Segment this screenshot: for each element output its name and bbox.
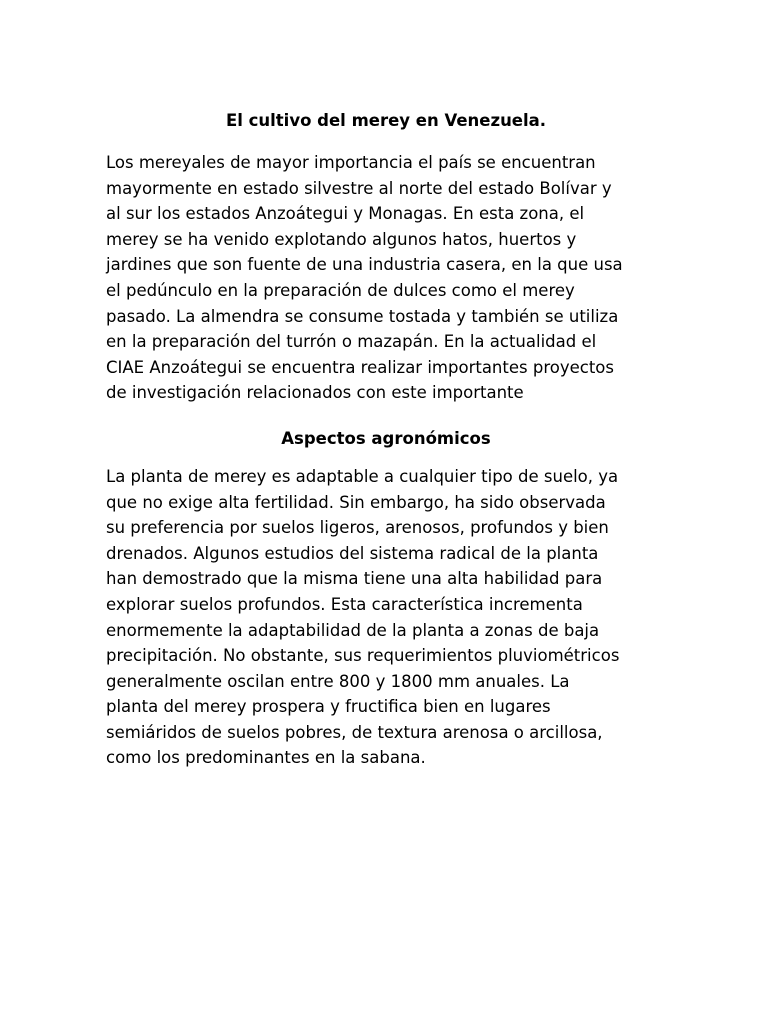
paragraph-intro: Los mereyales de mayor importancia el país se encuentran mayormente en estado silvestre al norte del estado Bolívar y al sur los estados Anzoátegui y Monagas. En esta zona, el merey se ha venido explotando algunos hatos, huertos y jardines que son fuente de una industria casera, en la que usa el pedúnculo en la preparación de dulces como el merey pasado. La almendra se consume tostada y también se utiliza en la preparación del turrón o mazapán. En la actualidad el CIAE Anzoátegui se encuentra realizar importantes proyectos de investigación relacionados con este importante <box>106 153 623 403</box>
paragraph-agronomic: La planta de merey es adaptable a cualquier tipo de suelo, ya que no exige alta fertilidad. Sin embargo, ha sido observada su preferencia por suelos ligeros, arenosos, profundos y bien drenados. Algunos estudios del sistema radical de la planta han demostrado que la misma tiene una alta habilidad para explorar suelos profundos. Esta característica incrementa enormemente la adaptabilidad de la planta a zonas de baja precipitación. No obstante, sus requerimientos pluviométricos generalmente oscilan entre 800 y 1800 mm anuales. La planta del merey prospera y fructifica bien en lugares semiáridos de suelos pobres, de textura arenosa o arcillosa, como los predominantes en la sabana. <box>106 466 620 768</box>
document-page <box>106 108 666 771</box>
section-heading: Aspectos agronómicos <box>281 428 491 448</box>
document-title: El cultivo del merey en Venezuela. <box>225 111 547 130</box>
